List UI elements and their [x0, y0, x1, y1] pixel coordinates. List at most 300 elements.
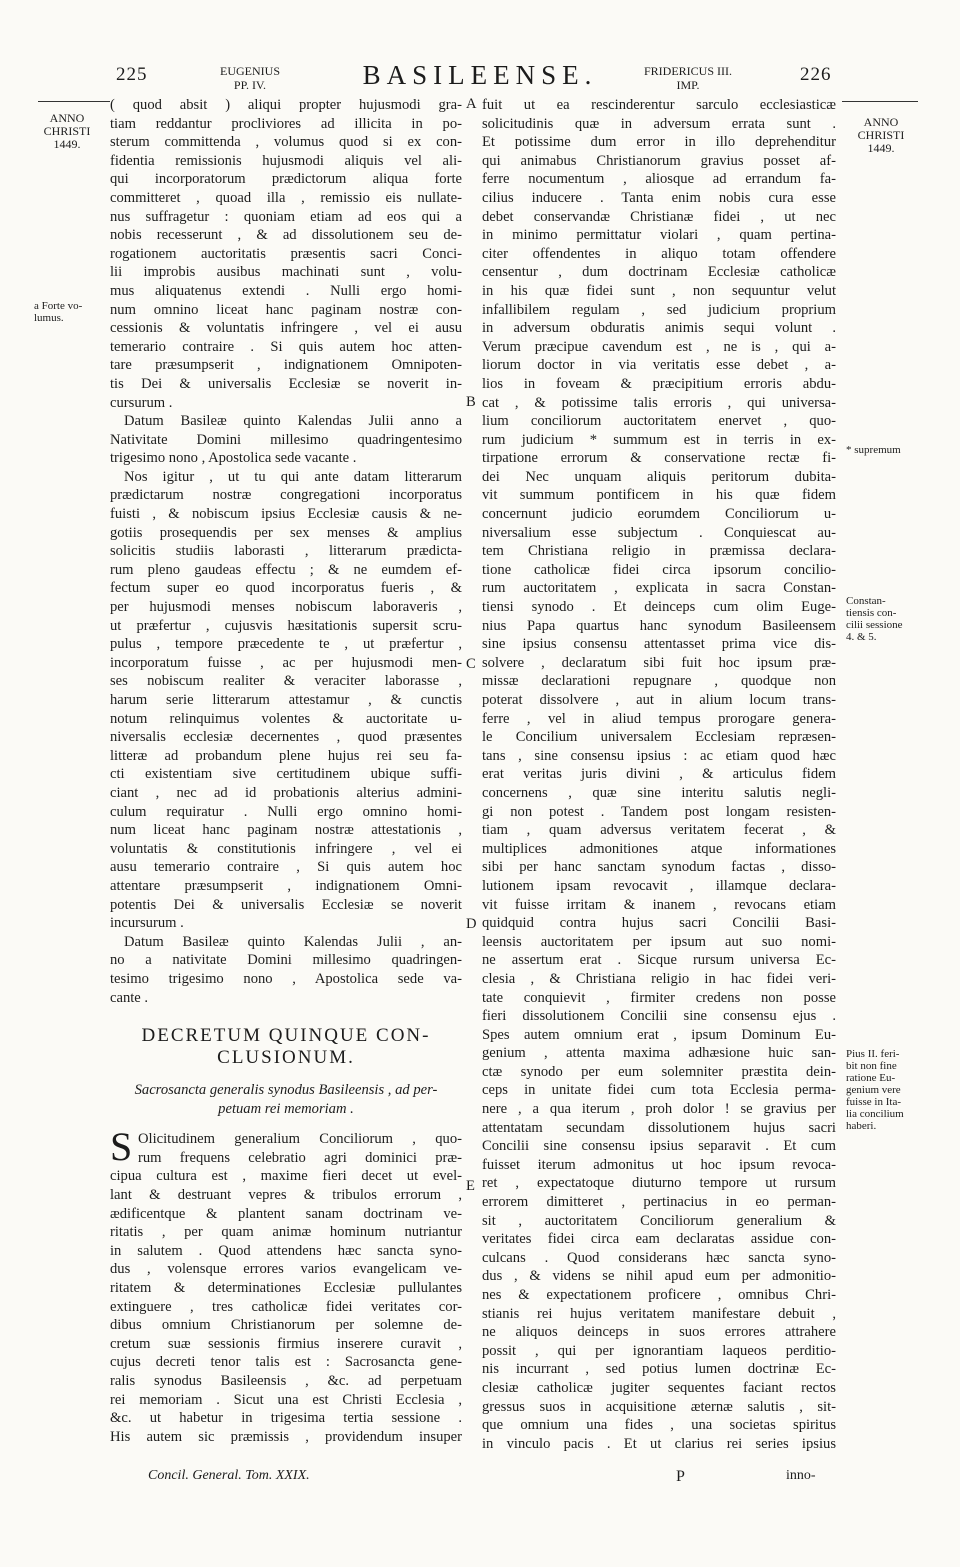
margin-rule-left [38, 101, 110, 102]
text-line [482, 1007, 836, 1026]
line-text: debet conservandæ Christianæ fidei , ut nec [482, 208, 836, 225]
line-text: ses nobiscum realiter & veraciter laborasse , [110, 673, 462, 690]
line-text: ædificentque & plantent sanam doctrinam ve- [110, 1205, 462, 1222]
line-text: tis Dei & universalis Ecclesiæ se noverit in- [110, 375, 462, 392]
left-column [110, 96, 462, 1446]
text-line [482, 1360, 836, 1379]
text-line [482, 115, 836, 134]
text-line [482, 1342, 836, 1361]
margin-year-right-christi: CHRISTI [857, 128, 905, 142]
line-text: dus , volensque errores varios evangelicam ve- [110, 1261, 462, 1278]
line-text: pulus , tempore præcedente te , ut præfertur , [110, 636, 462, 653]
line-text: tiensi synodo . Et deinceps cum olim Euge- [482, 599, 836, 616]
text-line [482, 1323, 836, 1342]
line-text: His autem sic præmissis , providendum insuper [110, 1428, 462, 1445]
page-number-left: 225 [116, 64, 148, 85]
text-line [482, 858, 836, 877]
line-text: nus suffragetur : quoniam etiam ad eos qui a [110, 208, 462, 225]
text-line [482, 1026, 836, 1045]
text-line [482, 1212, 836, 1231]
text-line [110, 970, 462, 989]
text-line [482, 170, 836, 189]
line-text: infallibilem regulam , sed judicium proprium [482, 301, 836, 318]
line-text: qui incorporatorum prædictorum aliqua forte [110, 171, 462, 188]
text-line [110, 1372, 462, 1391]
line-text: qui animabus Christianorum gravius posset af- [482, 152, 836, 169]
line-text: vit summum pontificem in his quæ fidem [482, 487, 836, 504]
text-line [110, 1149, 462, 1168]
line-text: citer offendentes in aliquo totam offendere [482, 245, 836, 262]
text-line [110, 1081, 462, 1100]
line-text: ferre nocumentum , aliosque ad errandum fa- [482, 171, 836, 188]
margin-year-right-anno: ANNO [863, 115, 899, 129]
line-text: tiam , quam adversus veritatem fecerat , & [482, 822, 836, 839]
margin-year-left-anno: ANNO [49, 111, 85, 125]
text-line [110, 356, 462, 375]
line-text: niversalis ecclesiæ decernentes , quod præsentes [110, 729, 462, 746]
section-letter-a: A [466, 96, 477, 112]
line-text: cilius inducere . Tanta enim nobis cura esse [482, 189, 836, 206]
text-line [110, 1223, 462, 1242]
text-line [110, 765, 462, 784]
section-letter-e: E [466, 1178, 475, 1194]
line-text: tiam reddantur procliviores ad illicita in po- [110, 115, 462, 132]
line-text: clesia , & Christiana religio in hac fidei veri- [482, 970, 836, 987]
text-line [110, 951, 462, 970]
section-letter-b: B [466, 394, 476, 410]
text-line [482, 245, 836, 264]
line-text: censentur , dum doctrinam Ecclesiæ catholicæ [482, 264, 836, 281]
line-text: que omnium una fides , una societas spiritus [482, 1417, 836, 1434]
line-text: ne aliquos deinceps in suos errores attrahere [482, 1324, 836, 1341]
line-text: gi non potest . Tandem post longam resisten- [482, 803, 836, 820]
line-text: mus aliquatenus extendi . Nulli ergo homi- [110, 282, 462, 299]
text-line [110, 431, 462, 450]
text-line [482, 152, 836, 171]
line-text: num liceat hanc paginam nostræ attestationis , [110, 822, 462, 839]
text-line [110, 449, 462, 468]
line-text: Concilii sine consensu ipsius separavit . Et cum [482, 1138, 836, 1155]
line-text: sterum committenda , volumus quod si ex con- [110, 134, 462, 151]
line-text: litteræ ad probandum plene hujus rei seu fa- [110, 747, 462, 764]
footer-volume: Concil. General. Tom. XXIX. [148, 1468, 310, 1483]
line-text: Datum Basileæ quinto Kalendas Julii anno a [124, 413, 462, 430]
page-number-right: 226 [800, 64, 832, 85]
text-line [110, 728, 462, 747]
section-letter-c: C [466, 656, 476, 672]
text-line [110, 152, 462, 171]
text-line [110, 1100, 462, 1119]
line-text: ausu temerario contraire , Si quis autem hoc [110, 859, 462, 876]
line-text: gressus suos in acquisitione æternæ salutis , sit- [482, 1398, 836, 1415]
text-line [482, 226, 836, 245]
spacer [110, 1118, 462, 1130]
line-text: sibi per hanc sanctam synodum factas , disso- [482, 859, 836, 876]
line-text: errorem dimitteret , pertinacius in eo perman- [482, 1194, 836, 1211]
line-text: Olicitudinem generalium Conciliorum , quo- [138, 1131, 462, 1148]
line-text: ceps in unitate fidei cum tota Ecclesia perma- [482, 1082, 836, 1099]
text-line [482, 282, 836, 301]
line-text: rum judicium * summum est in terris in ex- [482, 431, 836, 448]
drop-cap: S [110, 1124, 133, 1170]
line-text: poterat dissolvere , aut in alium locum trans- [482, 692, 836, 708]
text-line [110, 858, 462, 877]
text-line [110, 208, 462, 227]
text-line [482, 1230, 836, 1249]
line-text: vit fuisse irritam & inanem , revocans etiam [482, 896, 836, 913]
line-text: extinguere , tres catholicæ fidei veritates cor- [110, 1298, 462, 1315]
text-line [110, 747, 462, 766]
margin-note-constant-line4: 4. & 5. [846, 631, 877, 643]
text-line [110, 617, 462, 636]
line-text: in salutem . Quod attendens hæc sancta syno- [110, 1242, 462, 1259]
text-line [110, 598, 462, 617]
line-text: rei memoriam . Sicut una est Christi Ecclesia , [110, 1391, 462, 1408]
line-text: in minimo permittatur violari , quam pertina- [482, 227, 836, 244]
line-text: ctæ synodo per eum solemniter præstita dein- [482, 1063, 836, 1080]
text-line [482, 486, 836, 505]
line-text: rum frequens celebratio agri dominici præ- [138, 1149, 462, 1166]
line-text: cursurum . [110, 394, 173, 411]
margin-note-constant-line1: Constan- [846, 595, 886, 607]
line-text: fidentia remissionis hujusmodi aliquis vel ali- [110, 152, 462, 169]
line-text: harum serie litterarum attestamur , & cunctis [110, 692, 462, 708]
line-text: rogationem auctoritatis præsentis sacri Conci- [110, 245, 462, 262]
text-line [110, 784, 462, 803]
line-text: cante . [110, 989, 149, 1006]
text-line [482, 133, 836, 152]
line-text: per hujusmodi menses nobiscum laboraveris , [110, 599, 462, 616]
margin-note-pius-line3: ratione Eu- [846, 1072, 896, 1084]
line-text: fectum super eo quod incorporatus fueris , & [110, 580, 462, 597]
line-text: nes & expectationem proficere , omnibus Chri- [482, 1287, 836, 1303]
text-line [482, 1081, 836, 1100]
text-line [482, 1063, 836, 1082]
text-line [110, 468, 462, 487]
line-text: Nos igitur , ut tu qui ante datam litterarum [124, 468, 462, 485]
text-line [110, 301, 462, 320]
text-line [482, 821, 836, 840]
line-text: Et potissime dum error in illo deprehenditur [482, 134, 836, 151]
line-text: voluntatis & constitutionis infringere , vel ei [110, 840, 462, 857]
line-text: culum requiratur . Nulli ergo omnino homi- [110, 803, 462, 820]
text-line [482, 896, 836, 915]
margin-year-left-number: 1449. [53, 137, 81, 151]
text-line [110, 710, 462, 729]
line-text: nobis recesserunt , & ad dissolutionem seu de- [110, 227, 462, 244]
text-line [482, 970, 836, 989]
text-line [482, 728, 836, 747]
line-text: ralis synodus Basileensis , &c. ad perpetuam [110, 1373, 462, 1389]
text-line [482, 710, 836, 729]
text-line [110, 933, 462, 952]
line-text: niversalium esse subjectum . Conquiescat au- [482, 524, 836, 541]
text-line [482, 1267, 836, 1286]
text-line [482, 542, 836, 561]
running-head-right [628, 64, 748, 92]
text-line [110, 1316, 462, 1335]
text-line [482, 617, 836, 636]
text-line [482, 654, 836, 673]
line-text: tirpatione errorum & conservatione rectæ fi- [482, 450, 836, 467]
text-line [482, 1416, 836, 1435]
line-text: fuit ut ea rescinderentur sarculo ecclesiasticæ [482, 97, 836, 113]
text-line [110, 1260, 462, 1279]
text-line [110, 524, 462, 543]
margin-note-constant-line2: tiensis con- [846, 607, 897, 619]
spacer [110, 1069, 462, 1081]
line-text: sit , auctoritatem Conciliorum generalium & [482, 1212, 836, 1229]
line-text: le Concilium universalem Ecclesiam repræsen- [482, 729, 836, 746]
text-line [110, 672, 462, 691]
text-line [482, 263, 836, 282]
line-text: tione catholicæ fidei circa ipsorum concilio- [482, 561, 836, 578]
line-text: veritates fidei circa eam declaratas assidue con- [482, 1231, 836, 1248]
margin-year-right [846, 116, 916, 155]
text-line [482, 1379, 836, 1398]
line-text: tem Christiana religio in præmissa declara- [482, 543, 836, 560]
line-text: cretum suæ sessionis firmius inserere curavit , [110, 1335, 462, 1352]
margin-note-pius-line4: genium vere [846, 1084, 901, 1096]
text-line [110, 338, 462, 357]
text-line [482, 1305, 836, 1324]
text-line [482, 914, 836, 933]
text-line [110, 821, 462, 840]
text-line [110, 1428, 462, 1447]
line-text: multiplices admonitiones atque informationes [482, 840, 836, 857]
line-text: nius Papa quartus hanc synodum Basileensem [482, 617, 836, 634]
text-line [482, 765, 836, 784]
text-line [482, 468, 836, 487]
line-text: solvere , declaratum sibi fuit hoc ipsum præ- [482, 654, 836, 671]
text-line [110, 803, 462, 822]
running-head-right-line1: FRIDERICUS III. [643, 64, 732, 78]
text-line [482, 933, 836, 952]
line-text: stianis rei hujus veritatem manifestare debuit , [482, 1305, 836, 1322]
margin-note-forte-line1: a Forte vo- [34, 300, 83, 312]
line-text: quidquid contra hujus sacri Concilii Basi- [482, 915, 836, 932]
text-line [110, 133, 462, 152]
text-line [110, 505, 462, 524]
text-line [110, 282, 462, 301]
line-text: rum auctoritatem , explicata in sacra Constan- [482, 580, 836, 597]
line-text: ritatis , per quam animæ hominum nutriantur [110, 1224, 462, 1241]
margin-note-pius-line7: haberi. [846, 1120, 877, 1132]
margin-rule-right [842, 101, 918, 102]
line-text: solicitis studiis laborasti , litterarum prædicta- [110, 543, 462, 560]
line-text: lios in foveam & præcipitium erroris abdu- [482, 375, 836, 392]
text-line [482, 561, 836, 580]
line-text: ferre , vel in aliud tempus prorogare genera- [482, 710, 836, 727]
line-text: potentis Dei & universalis Ecclesiæ se noverit [110, 896, 462, 913]
text-line [482, 747, 836, 766]
line-text: tans , sine consensu ipsius : ac etiam quod hæc [482, 747, 836, 764]
line-text: ciant , nec ad id probationis alterius admini- [110, 784, 462, 801]
text-line [482, 96, 836, 115]
text-line [482, 672, 836, 691]
text-line [110, 226, 462, 245]
text-line [482, 1398, 836, 1417]
text-line [482, 1286, 836, 1305]
line-text: solicitudinis quæ in adversum errata sunt . [482, 115, 836, 132]
text-line [110, 1391, 462, 1410]
line-text: in adversum obduratis animis sequi volunt . [482, 320, 836, 337]
line-text: committeret , quoad illa , remissio eis nullate- [110, 189, 462, 206]
text-line [482, 449, 836, 468]
text-line [482, 1249, 836, 1268]
line-text: fuisti , & nobiscum ipsius Ecclesiæ causis & ne- [110, 506, 462, 523]
text-line [482, 412, 836, 431]
text-line [482, 301, 836, 320]
line-text: &c. ut habetur in trigesima tertia sessione . [110, 1410, 462, 1427]
text-line [110, 394, 462, 413]
line-text: rum pleno gaudeas effectu ; & ne eumdem ef- [110, 561, 462, 578]
line-text: fieri dissolutionem Concilii sine consensu ejus . [482, 1008, 836, 1025]
spacer [110, 1007, 462, 1025]
line-text: incorporatum fuisse , ac per hujusmodi men- [110, 654, 462, 671]
line-text: num omnino liceat hanc paginam nostræ con- [110, 301, 462, 318]
line-text: cipua cultura est , maxime fieri decet ut evel- [110, 1168, 462, 1185]
line-text: ut præfertur , cujusvis hæsitationis supersit scru- [110, 617, 462, 634]
text-line [110, 96, 462, 115]
text-line [482, 691, 836, 710]
line-text: dei Nec unquam aliquis peritorum dubita- [482, 468, 836, 485]
text-line [110, 319, 462, 338]
footer-signature: P [676, 1468, 685, 1485]
line-text: cti existentiam sive certitudinem ubique suffi- [110, 766, 462, 783]
text-line [110, 1167, 462, 1186]
line-text: lii improbis ausibus machinati sunt , volu- [110, 264, 462, 281]
text-line [110, 691, 462, 710]
line-text: culcans . Quod considerans hæc sancta syno- [482, 1249, 836, 1266]
text-line [482, 356, 836, 375]
line-text: attentatam secundam dissolutionem hujus sacri [482, 1119, 836, 1136]
text-line [482, 319, 836, 338]
text-line [482, 1119, 836, 1138]
section-letter-d: D [466, 916, 477, 932]
text-line [110, 375, 462, 394]
page-title: BASILEENSE. [362, 60, 598, 90]
text-line [482, 338, 836, 357]
text-line [110, 579, 462, 598]
line-text: temerario contraire . Si quis autem hoc atten- [110, 338, 462, 355]
text-line [482, 1193, 836, 1212]
line-text: clesiæ catholicæ jugiter sequentes faciant rectos [482, 1379, 836, 1396]
line-text: genium , attenta maxima adhæsione huic san- [482, 1045, 836, 1062]
line-text: in his quæ fidei sunt , non sequuntur velut [482, 282, 836, 299]
text-line [482, 803, 836, 822]
line-text: Nativitate Domini millesimo quadringentesimo [110, 431, 462, 448]
line-text: cessionis & voluntatis infringere , vel ei ausu [110, 320, 462, 337]
text-line [110, 635, 462, 654]
line-text: lant & destruant vepres & tribulos errorum , [110, 1187, 462, 1204]
text-line [482, 208, 836, 227]
text-line [482, 1044, 836, 1063]
margin-note-constant-line3: cilii sessione [846, 619, 903, 631]
text-line [110, 115, 462, 134]
text-line [482, 877, 836, 896]
decree-heading-line [110, 1025, 462, 1047]
line-text: lium conciliorum auctoritatem enervet , quo- [482, 413, 836, 430]
line-text: missæ declarationi repugnare , quodque non [482, 673, 836, 690]
text-line [482, 635, 836, 654]
line-text: ritatem & determinationes Ecclesiæ pullulantes [110, 1280, 462, 1297]
line-text: prædictarum nostræ congregationi incorporatus [110, 487, 462, 504]
margin-year-right-number: 1449. [867, 141, 895, 155]
running-head-right-line2: IMP. [676, 78, 700, 92]
text-line [482, 189, 836, 208]
text-line [482, 375, 836, 394]
line-text: gotiis prosequendis per sex menses & amplius [110, 524, 462, 541]
margin-note-pius-line1: Pius II. feri- [846, 1048, 900, 1060]
text-line [110, 1279, 462, 1298]
text-line [110, 1353, 462, 1372]
text-line [110, 1335, 462, 1354]
line-text: Spes autem omnium erat , ipsum Dominum Eu- [482, 1026, 836, 1043]
text-line [482, 1156, 836, 1175]
text-line [482, 524, 836, 543]
text-line [482, 598, 836, 617]
running-head-left [190, 64, 310, 92]
text-line [110, 1242, 462, 1261]
line-text: in vinculo pacis . Et ut clarius rei series ipsius [482, 1435, 836, 1452]
line-text: sine ipsius consensu attentasset prima vice dis- [482, 636, 836, 653]
text-line [110, 561, 462, 580]
text-line [110, 877, 462, 896]
line-text: ne assertum erat . Sicque rursum universa Ec- [482, 952, 836, 969]
text-line [482, 951, 836, 970]
footer-catchword: inno- [786, 1468, 816, 1483]
margin-year-left-christi: CHRISTI [43, 124, 91, 138]
line-text: incursurum . [110, 915, 184, 932]
text-line [482, 394, 836, 413]
margin-note-pius [846, 1048, 930, 1132]
text-line [110, 170, 462, 189]
text-line [482, 505, 836, 524]
line-text: dus , & videns se nihil apud eum per admonitio- [482, 1268, 836, 1285]
line-text: CLUSIONUM. [217, 1047, 355, 1069]
text-line [482, 1174, 836, 1193]
margin-note-forte-line2: lumus. [34, 312, 64, 324]
line-text: leensis auctoritatem per ipsum aut suo nomi- [482, 933, 836, 950]
text-line [482, 579, 836, 598]
text-line [110, 1186, 462, 1205]
line-text: ret , expectatoque diuturno tempore ut rursum [482, 1175, 836, 1192]
text-line [110, 896, 462, 915]
text-line [110, 840, 462, 859]
text-line [110, 542, 462, 561]
text-line [110, 989, 462, 1008]
line-text: erat veritas juris divini , & articulus fidem [482, 766, 836, 783]
text-line [482, 989, 836, 1008]
text-line [110, 263, 462, 282]
line-text: notum relinquimus volentes & auctoritate u- [110, 710, 462, 727]
line-text: trigesimo nono , Apostolica sede vacante . [110, 450, 357, 467]
line-text: liorum doctor in via veritatis esse debet , a- [482, 357, 836, 374]
line-text: petuam rei memoriam . [218, 1100, 354, 1117]
line-text: dibus omnium Christianorum per solemne de- [110, 1317, 462, 1334]
text-line [110, 914, 462, 933]
text-line [482, 784, 836, 803]
margin-note-constantiensis [846, 595, 926, 643]
line-text: concernens , quæ sine interitu salutis negli- [482, 784, 836, 801]
running-head-left-line1: EUGENIUS [220, 64, 280, 78]
line-text: concernunt judicio eorumdem Conciliorum u- [482, 506, 836, 523]
margin-note-pius-line2: bit non fine [846, 1060, 897, 1072]
margin-note-supremum-line1: * supremum [846, 444, 901, 456]
line-text: tare præsumpserit , indignationem Omnipoten- [110, 357, 462, 374]
line-text: Sacrosancta generalis synodus Basileensis , ad per- [134, 1082, 438, 1099]
